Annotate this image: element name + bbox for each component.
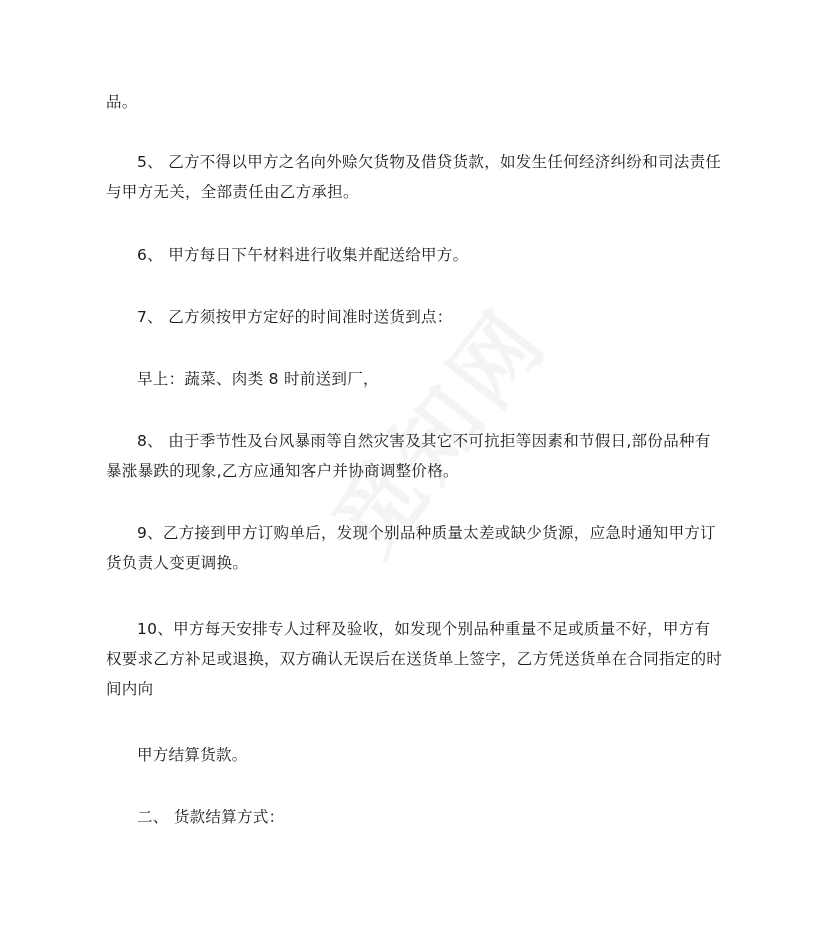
paragraph-clause-5: 5、 乙方不得以甲方之名向外赊欠货物及借贷货款，如发生任何经济纠纷和司法责任与甲方无关，全部责任由乙方承担。 — [106, 153, 722, 201]
paragraph-clause-9: 9、乙方接到甲方订购单后，发现个别品种质量太差或缺少货源，应急时通知甲方订货负责人变更调换。 — [106, 524, 716, 572]
paragraph-clause-6: 6、 甲方每日下午材料进行收集并配送给甲方。 — [137, 246, 469, 264]
paragraph-morning-delivery: 早上：蔬菜、肉类 8 时前送到厂， — [137, 370, 379, 388]
paragraph-clause-8: 8、 由于季节性及台风暴雨等自然灾害及其它不可抗拒等因素和节假日,部份品种有暴涨暴跌的现象,乙方应通知客户并协商调整价格。 — [106, 432, 711, 480]
section-heading-payment-method: 二、 货款结算方式： — [137, 808, 285, 826]
paragraph-clause-10: 10、甲方每天安排专人过秤及验收，如发现个别品种重量不足或质量不好，甲方有权要求乙方补足或退换，双方确认无误后在送货单上签字，乙方凭送货单在合同指定的时间内向 — [106, 620, 723, 698]
paragraph-continuation: 品。 — [106, 93, 138, 111]
paragraph-settlement: 甲方结算货款。 — [137, 746, 248, 764]
paragraph-clause-7: 7、 乙方须按甲方定好的时间准时送货到点： — [137, 308, 453, 326]
